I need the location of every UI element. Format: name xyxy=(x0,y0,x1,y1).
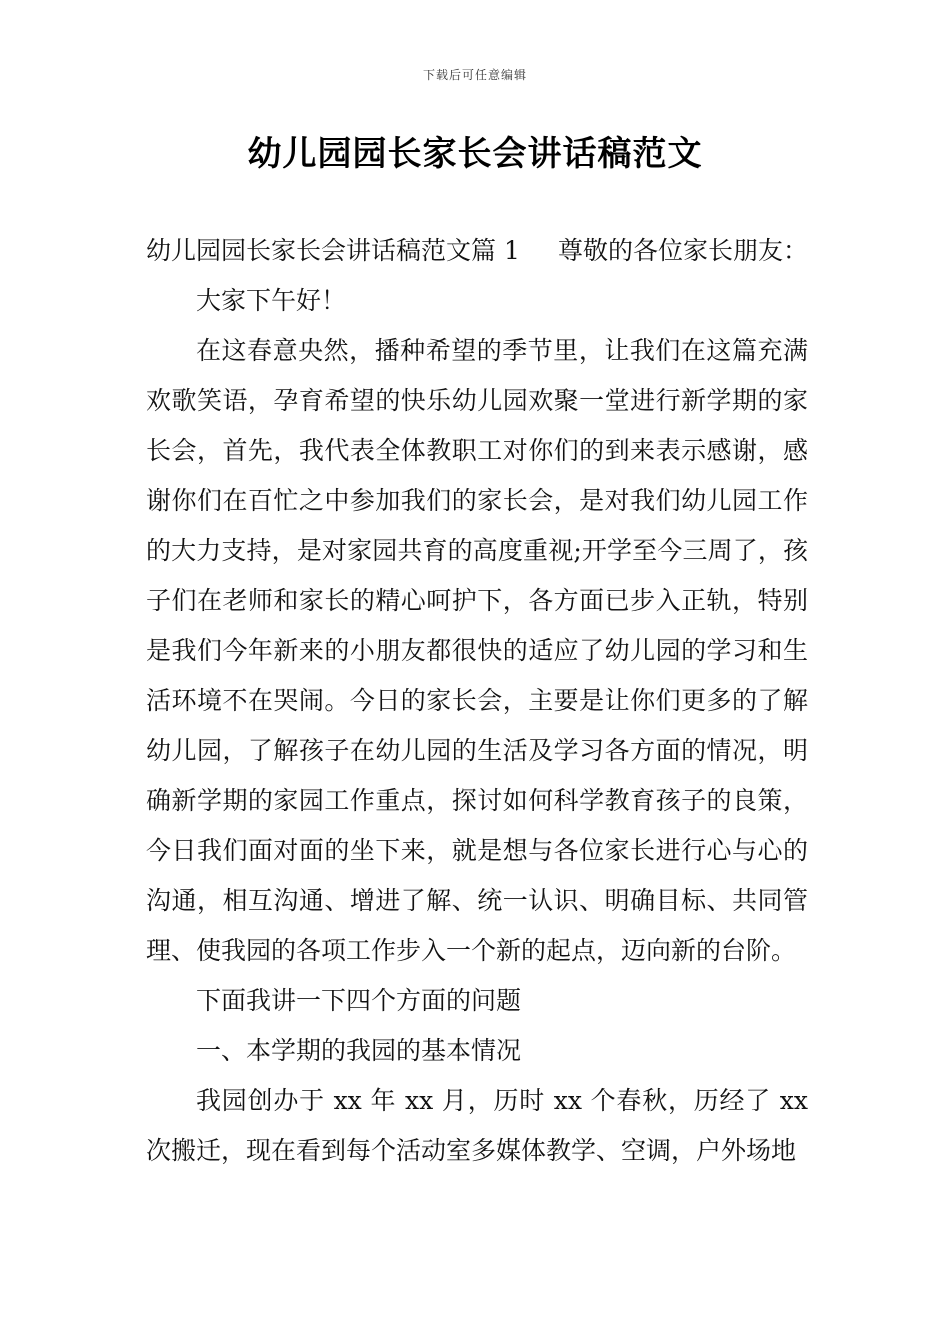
topics-intro-paragraph: 下面我讲一下四个方面的问题 xyxy=(196,986,522,1015)
document-body xyxy=(146,226,808,1176)
section-heading-line xyxy=(146,226,808,276)
document-title: 幼儿园园长家长会讲话稿范文 xyxy=(247,134,703,174)
header-note: 下载后可任意编辑 xyxy=(422,68,527,82)
greeting-paragraph: 大家下午好！ xyxy=(196,286,347,315)
history-paragraph: 我园创办于 xx 年 xx 月，历时 xx 个春秋，历经了 xx 次搬迁，现在看到每个活动室多媒体教学、空调，户外场地 xyxy=(146,1086,808,1165)
salutation: 尊敬的各位家长朋友： xyxy=(557,236,808,265)
section-one-heading: 一、本学期的我园的基本情况 xyxy=(196,1036,522,1065)
section-heading: 幼儿园园长家长会讲话稿范文篇 1 xyxy=(146,236,520,265)
intro-paragraph: 在这春意央然，播种希望的季节里，让我们在这篇充满欢歌笑语，孕育希望的快乐幼儿园欢聚一堂进行新学期的家长会，首先，我代表全体教职工对你们的到来表示感谢，感谢你们在百忙之中参加我们的家长会，是对我们幼儿园工作的大力支持，是对家园共育的高度重视;开学至今三周了，孩子们在老师和家长的精心呵护下，各方面已步入正轨，特别是我们今年新来的小朋友都很快的适应了幼儿园的学习和生活环境不在哭闹。今日的家长会，主要是让你们更多的了解幼儿园，了解孩子在幼儿园的生活及学习各方面的情况，明确新学期的家园工作重点，探讨如何科学教育孩子的良策，今日我们面对面的坐下来，就是想与各位家长进行心与心的沟通，相互沟通、增进了解、统一认识、明确目标、共同管理、使我园的各项工作步入一个新的起点，迈向新的台阶。 xyxy=(146,336,808,965)
